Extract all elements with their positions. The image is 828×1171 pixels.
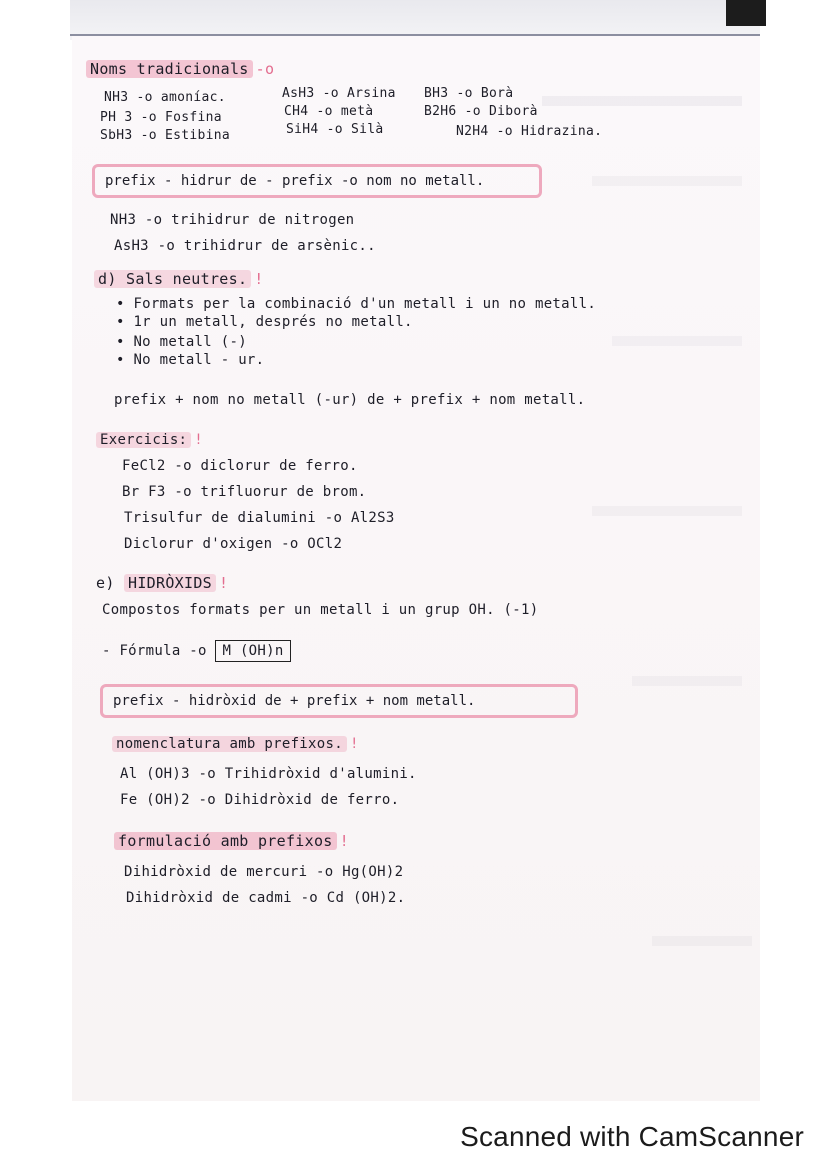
section-title-formulacio: formulació amb prefixos ! bbox=[114, 832, 349, 850]
exercici-3: Trisulfur de dialumini -o Al2S3 bbox=[124, 510, 395, 526]
trad-name-1: NH3 -o amoníac. bbox=[104, 90, 226, 105]
section-title-noms: Noms tradicionals -o bbox=[86, 60, 274, 78]
section-title-sals: d) Sals neutres. ! bbox=[94, 270, 264, 288]
exercici-2: Br F3 -o trifluorur de brom. bbox=[122, 484, 367, 500]
sals-bullet-4: • No metall - ur. bbox=[116, 352, 265, 368]
rule-box-hidroxid: prefix - hidròxid de + prefix + nom metall. bbox=[100, 684, 578, 718]
hidroxids-prefix: e) bbox=[96, 574, 115, 592]
sals-title: d) Sals neutres. bbox=[94, 270, 251, 288]
formula-label: - Fórmula -o bbox=[102, 643, 207, 659]
trad-name-2: PH 3 -o Fosfina bbox=[100, 110, 222, 125]
example-nh3: NH3 -o trihidrur de nitrogen bbox=[110, 212, 355, 228]
nomenclatura-title: nomenclatura amb prefixos. bbox=[112, 736, 347, 752]
exercici-1: FeCl2 -o diclorur de ferro. bbox=[122, 458, 358, 474]
scan-dark-corner bbox=[726, 0, 766, 26]
section-title-hidroxids: e) HIDRÒXIDS ! bbox=[96, 574, 229, 592]
trad-name-9: N2H4 -o Hidrazina. bbox=[456, 124, 603, 139]
sals-bullet-2: • 1r un metall, després no metall. bbox=[116, 314, 413, 330]
formulacio-1: Dihidròxid de mercuri -o Hg(OH)2 bbox=[124, 864, 404, 880]
noms-title: Noms tradicionals bbox=[86, 60, 253, 78]
scanner-watermark: Scanned with CamScanner bbox=[460, 1121, 804, 1152]
trad-name-4: AsH3 -o Arsina bbox=[282, 86, 396, 101]
formulacio-title: formulació amb prefixos bbox=[114, 832, 337, 850]
hidroxids-title: HIDRÒXIDS bbox=[124, 574, 216, 592]
nomenclatura-2: Fe (OH)2 -o Dihidròxid de ferro. bbox=[120, 792, 400, 808]
exercici-4: Diclorur d'oxigen -o OCl2 bbox=[124, 536, 343, 552]
formulacio-2: Dihidròxid de cadmi -o Cd (OH)2. bbox=[126, 890, 406, 906]
formula-box: M (OH)n bbox=[215, 640, 290, 662]
section-title-nomenclatura: nomenclatura amb prefixos. ! bbox=[112, 736, 359, 752]
trad-name-8: B2H6 -o Diborà bbox=[424, 104, 538, 119]
section-title-exercicis: Exercicis: ! bbox=[96, 432, 203, 448]
sals-bullet-3: • No metall (-) bbox=[116, 334, 247, 350]
exercicis-title: Exercicis: bbox=[96, 432, 191, 448]
sals-formula: prefix + nom no metall (-ur) de + prefix + nom metall. bbox=[114, 392, 586, 408]
trad-name-6: SiH4 -o Silà bbox=[286, 122, 384, 137]
trad-name-5: CH4 -o metà bbox=[284, 104, 374, 119]
hidroxids-formula-line bbox=[102, 640, 291, 662]
trad-name-3: SbH3 -o Estibina bbox=[100, 128, 231, 143]
sals-bullet-1: • Formats per la combinació d'un metall i un no metall. bbox=[116, 296, 597, 312]
example-ash3: AsH3 -o trihidrur de arsènic.. bbox=[114, 238, 376, 254]
trad-name-7: BH3 -o Borà bbox=[424, 86, 514, 101]
rule-box-hidrur: prefix - hidrur de - prefix -o nom no metall. bbox=[92, 164, 542, 198]
nomenclatura-1: Al (OH)3 -o Trihidròxid d'alumini. bbox=[120, 766, 417, 782]
hidroxids-description: Compostos formats per un metall i un grup OH. (-1) bbox=[102, 602, 539, 618]
